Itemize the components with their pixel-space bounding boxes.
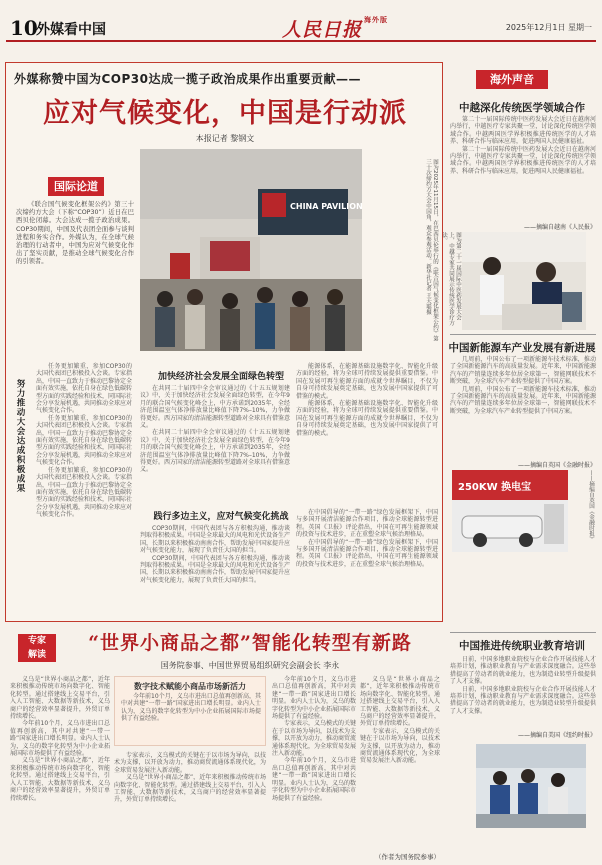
bottom-byline: 国务院参事、中国世界贸易组织研究会副会长 李永 [160, 661, 340, 670]
expert-tag-1: 专家 [18, 634, 56, 648]
right-photo-2-caption: ——摘编自英国《金融时报》 [588, 470, 594, 542]
bottom-panel [114, 676, 266, 746]
right-headline-3: 中国推进传统职业教育培训 [459, 640, 585, 652]
lead-kicker: 外媒称赞中国为COP30达成一揽子政治成果作出重要贡献—— [14, 72, 362, 86]
bottom-column-3: 今年前10个月，义乌市进出口总值再创新高，其中对共建“一带一路”国家进出口增长明显。业内人士认为，义乌的数字化转型为中小企业拓展国际市场提供了有益经验。 专家表示，义乌模式的关键在于以市场为导向，以技术为支撑，以开放为动力，推动商贸流通体系现代化，为全球贸易发展注入新动能。 今年前10个月，义乌市进出口总值再创新高，其中对共建“一带一路”国家进出口增长明显。业内人士认为，义乌的数字化转型为中小企业拓展国际市场提供了有益经验。 [272, 676, 357, 802]
right-text-1: 第二十一届国际传统中医药发展大会近日在越南河内举行，中越医疗专家共聚一堂，讨论深化传统医学领域合作。中越两国医学界积极推进传统医学的人才培养、科研合作与临床应用，促进两国人民健康福祉。 第二十一届国际传统中医药发展大会近日在越南河内举行，中越医疗专家共聚一堂，讨论深化传统医学领域合作。中越两国医学界积极推进传统医学的人才培养、科研合作与临床应用，促进两国人民健康福祉。 [450, 116, 596, 175]
lead-column-4: COP30期间，中国代表团与各方积极沟通，推动谈判取得积极成果。中国是全球最大的风电和光伏设备生产国，长期以来积极推动南南合作，帮助发展中国家提升应对气候变化能力，展现了负责任大国的担当。 COP30期间，中国代表团与各方积极沟通，推动谈判取得积极成果。中国是全球最大的风电和光伏设备生产国，长期以来积极推动南南合作，帮助发展中国家提升应对气候变化能力，展现了负责任大国的担当。 [140, 525, 291, 584]
right-credit-2: ——摘编自英国《金融时报》 [517, 462, 596, 469]
right-credit-1: ——摘编自越南《人民报》 [523, 224, 596, 231]
pavilion-sign: CHINA PAVILION [290, 202, 363, 211]
right-text-2: 几周前，中国公布了一项新能源车技术标准，推动了全国新能源汽车的高质量发展。近年来，中国新能源汽车的产销量连续多年位居全球第一，智能网联技术不断突破，为全球汽车产业转型提供了中国方案。 几周前，中国公布了一项新能源车技术标准，推动了全国新能源汽车的高质量发展。近年来，中国新能源汽车的产销量连续多年位居全球第一，智能网联技术不断突破，为全球汽车产业转型提供了中国方案。 [450, 356, 596, 415]
lead-intro: 《联合国气候变化框架公约》第三十次缔约方大会（下称“COP30”）近日在巴西贝伦闭幕。大会达成一揽子政治成果。COP30期间，中国及代表团全面参与谈判进程和务实合作。外媒认为，在全球气候治理的行动者中，中国为应对气候变化作出了坚实贡献，是推动全球气候变化合作的引领者。 [16, 201, 134, 266]
bottom-column-2: 专家表示，义乌模式的关键在于以市场为导向，以技术为支撑，以开放为动力，推动商贸流通体系现代化，为全球贸易发展注入新动能。 义乌是“世界小商品之都”，近年来积极推动传统市场向数字化、智能化转型。通过搭建线上交易平台，引入人工智能、大数据等新技术，义乌商户的经营效率显著提升，外贸订单持续增长。 [114, 752, 266, 804]
logo-edition: 海外版 [364, 15, 389, 24]
lead-column-2: 在共同二十届四中全会审议通过的《十五五规划建议》中，关于加快经济社会发展全面绿色转型，在今年9月的联合国气候变化峰会上，中方承诺到2035年，全经济范围温室气体净排放量比峰值下降7%–10%，力争做得更好。西方国家的清洁能源转型道路对全球具有借鉴意义。 在共同二十届四中全会审议通过的《十五五规划建议》中，关于加快经济社会发展全面绿色转型，在今年9月的联合国气候变化峰会上，中方承诺到2035年，全经济范围温室气体净排放量比峰值下降7%–10%，力争做得更好。西方国家的清洁能源转型道路对全球具有借鉴意义。 [140, 385, 291, 474]
right-photo-1-caption: 图为第二十一届国际中医药发展大会上，中越专家共同展示传统医学诊疗方法。 [441, 232, 461, 326]
lead-column-3: 能源体系，在能源基础设施数字化、智能化升级方面的经验，将为全球可持续发展提供重要借鉴。中国在发展可再生能源方面的成就令世界瞩目，不仅为自身可持续发展奠定基础，也为发展中国家提供了可借鉴的模式。 能源体系，在能源基础设施数字化、智能化升级方面的经验，将为全球可持续发展提供重要借鉴。中国在发展可再生能源方面的成就令世界瞩目，不仅为自身可持续发展奠定基础，也为发展中国家提供了可借鉴的模式。 [296, 363, 438, 437]
ad-sign-text: 250KW 换电宝 [458, 482, 532, 493]
expert-tag-2: 解读 [18, 648, 56, 662]
bottom-author-note: （作者为国务院参事） [375, 853, 440, 861]
newspaper-logo: 人民日报 $^{海外版}$ [282, 15, 389, 41]
right-divider-1 [450, 334, 596, 335]
right-credit-3: ——摘编自美国《纽约时报》 [517, 732, 596, 739]
right-text-3: 日前，中国多地职业院校与企业合作开展技能人才培养计划，推动职业教育与产业需求深度融合。这些举措提高了劳动者的就业能力，也为制造业转型升级提供了人才支撑。 日前，中国多地职业院校与企业合作开展技能人才培养计划，推动职业教育与产业需求深度融合。这些举措提高了劳动者的就业能力，也为制造业转型升级提供了人才支撑。 [450, 656, 596, 715]
right-photo-3 [476, 744, 586, 828]
bottom-panel-title: 数字技术赋能小商品市场新活力 [134, 682, 246, 691]
training-scene [476, 744, 586, 828]
right-divider-2 [450, 632, 596, 633]
lead-column-5: 在中国倡导的“一带一路”绿色发展框架下，中国与多国开展清洁能源合作项目，推动全球能源转型进程。英国《卫报》评论指出，中国在可再生能源领域的投资与技术进步，正在重塑全球气候治理格局。 在中国倡导的“一带一路”绿色发展框架下，中国与多国开展清洁能源合作项目，推动全球能源转型进程。英国《卫报》评论指出，中国在可再生能源领域的投资与技术进步，正在重塑全球气候治理格局。 [296, 509, 438, 568]
lead-headline: 应对气候变化，中国是行动派 [43, 98, 407, 129]
section-tag: 国际论道 [48, 177, 104, 196]
right-photo-2 [452, 470, 568, 552]
lead-column-1: 任务更加繁重，参加COP30的大国代表团已积极投入会谈。专家指出，中国一直致力于推动巴黎协定全面有效实施，依托自身在绿色低碳转型方面的实践经验和技术，同国际社会分享发展机遇，共同推动全球应对气候变化合作。 任务更加繁重，参加COP30的大国代表团已积极投入会谈。专家指出，中国一直致力于推动巴黎协定全面有效实施，依托自身在绿色低碳转型方面的实践经验和技术，同国际社会分享发展机遇，共同推动全球应对气候变化合作。 任务更加繁重，参加COP30的大国代表团已积极投入会谈。专家指出，中国一直致力于推动巴黎协定全面有效实施，依托自身在绿色低碳转型方面的实践经验和技术，同国际社会分享发展机遇，共同推动全球应对气候变化合作。 [36, 363, 133, 519]
lead-subheading-2: 践行多边主义，应对气候变化挑战 [153, 512, 289, 522]
right-headline-2: 中国新能源车产业发展有新进展 [448, 342, 596, 354]
bottom-column-4: 义乌是“世界小商品之都”，近年来积极推动传统市场向数字化、智能化转型。通过搭建线上交易平台，引入人工智能、大数据等新技术，义乌商户的经营效率显著提升，外贸订单持续增长。 专家表示，义乌模式的关键在于以市场为导向，以技术为支撑，以开放为动力，推动商贸流通体系现代化，为全球贸易发展注入新动能。 [360, 676, 440, 765]
lead-photo-caption: 图为2025年11月15日，在巴西贝伦举行的《联合国气候变化框架公约》第三十次缔约方大会中国角，观众参观活动。新华社记者 王天聪摄 [425, 159, 438, 341]
page-number: 10 [10, 16, 38, 40]
battery-swap-scene [452, 470, 568, 552]
side-heading: 努力推动大会达成积极成果 [15, 379, 25, 493]
right-photo-1 [462, 232, 586, 330]
pavilion-scene [140, 149, 362, 351]
right-headline-1: 中越深化传统医学领域合作 [459, 102, 585, 114]
medicine-scene [462, 232, 586, 330]
bottom-headline: “世界小商品之都”智能化转型有新路 [88, 632, 412, 654]
lead-subheading-1: 加快经济社会发展全面绿色转型 [157, 372, 284, 382]
lead-story [5, 62, 443, 622]
bottom-column-1: 义乌是“世界小商品之都”，近年来积极推动传统市场向数字化、智能化转型。通过搭建线上交易平台，引入人工智能、大数据等新技术，义乌商户的经营效率显著提升，外贸订单持续增长。 今年前10个月，义乌市进出口总值再创新高，其中对共建“一带一路”国家进出口增长明显。业内人士认为，义乌的数字化转型为中小企业拓展国际市场提供了有益经验。 义乌是“世界小商品之都”，近年来积极推动传统市场向数字化、智能化转型。通过搭建线上交易平台，引入人工智能、大数据等新技术，义乌商户的经营效率显著提升，外贸订单持续增长。 [10, 676, 110, 802]
lead-byline: 本报记者 黎钢文 [195, 134, 255, 143]
dateline: 2025年12月1日 星期一 [505, 23, 592, 32]
bottom-panel-text: 今年前10个月，义乌市进出口总值再创新高，其中对共建“一带一路”国家进出口增长明显。业内人士认为，义乌的数字化转型为中小企业拓展国际市场提供了有益经验。 [121, 693, 261, 723]
section-name: 外媒看中国 [36, 22, 106, 38]
overseas-voices-tag: 海外声音 [476, 70, 548, 89]
lead-photo [140, 149, 362, 351]
masthead [6, 14, 596, 42]
